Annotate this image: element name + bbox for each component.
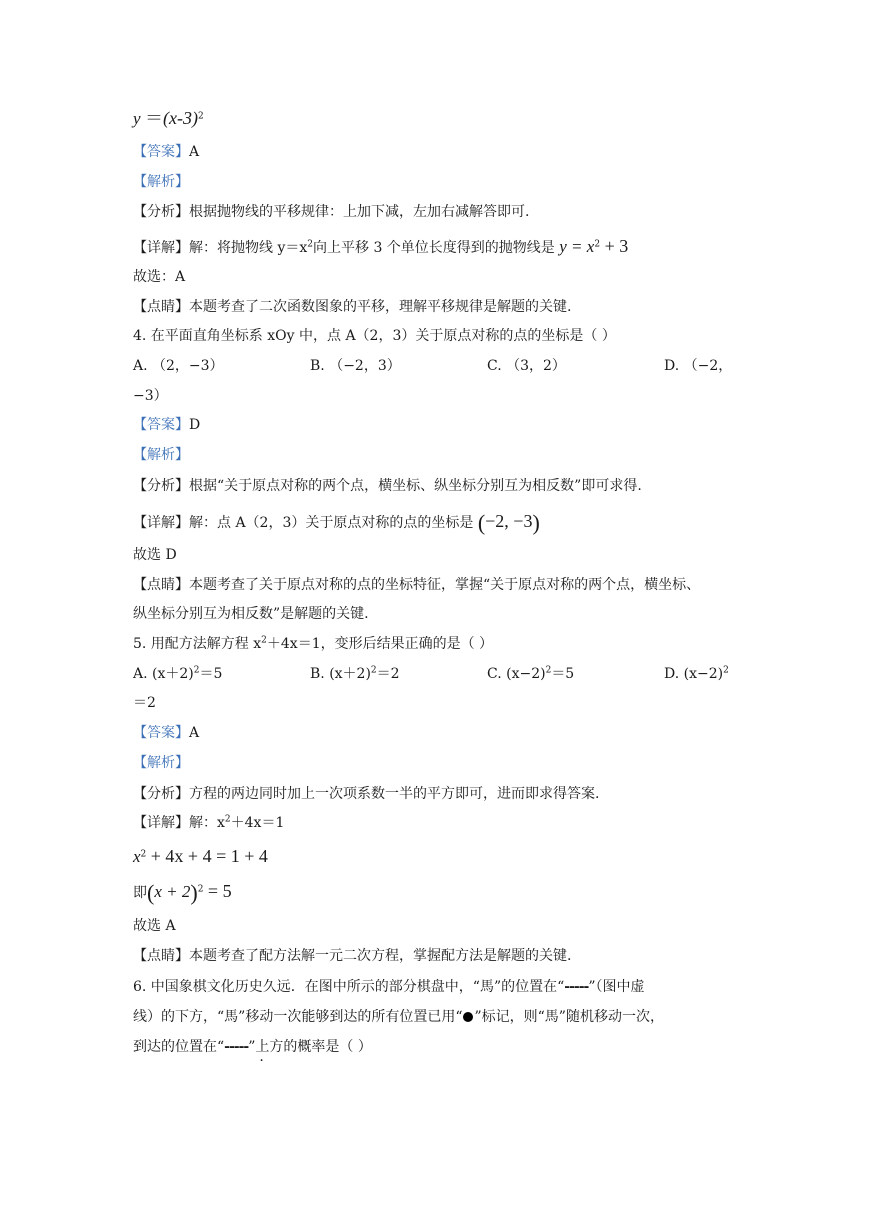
q5-stem: 5. 用配方法解方程 $x^2+4x=1$，变形后结果正确的是（ ）: [133, 635, 494, 652]
q4-option-b: B. （−2，3）: [310, 358, 401, 374]
q5-step-2: 即$(x + 2)^2 = 5$: [133, 880, 232, 905]
q5-option-d-cont: ＝2: [133, 695, 156, 711]
q4-answer: 【答案】D: [133, 417, 201, 433]
q4-analysis-heading: 【解析】: [133, 447, 189, 463]
q4-option-a: A. （2，−3）: [133, 358, 224, 374]
q4-fenxi: 【分析】根据“关于原点对称的两个点，横坐标、纵坐标分别互为相反数”即可求得.: [133, 478, 642, 494]
q5-dianjing: 【点睛】本题考查了配方法解一元二次方程，掌握配方法是解题的关键.: [133, 948, 572, 964]
q5-option-c: C. $(x-2)^2=5$: [487, 665, 575, 682]
q5-option-a: A. $(x+2)^2=5$: [133, 665, 223, 682]
q3-analysis-heading: 【解析】: [133, 174, 189, 190]
top-formula: $y =(x-3)^2$: [133, 108, 204, 128]
emphasis-text: 上方: [255, 1039, 284, 1055]
q4-option-c: C. （3，2）: [487, 358, 566, 374]
q6-line-2: 线）的下方，“馬”移动一次能够到达的所有位置已用“ ”标记，则“馬”随机移动一次，: [133, 1009, 664, 1025]
q5-fenxi: 【分析】方程的两边同时加上一次项系数一半的平方即可，进而即求得答案.: [133, 786, 600, 802]
q3-dianjing: 【点睛】本题考查了二次函数图象的平移，理解平移规律是解题的关键.: [133, 299, 572, 315]
q5-analysis-heading: 【解析】: [133, 755, 189, 771]
q5-answer: 【答案】A: [133, 725, 200, 741]
q5-step-1: $x^2 + 4x + 4 = 1 + 4$: [133, 846, 268, 866]
q4-xiangjie: 【详解】解：点 A（2，3）关于原点对称的点的坐标是 (−2, −3): [133, 510, 540, 535]
q4-option-d-cont: −3）: [133, 388, 168, 404]
q5-guxuan: 故选 A: [133, 918, 176, 934]
q6-line-3: 到达的位置在“-----”上方的概率是（ ）: [133, 1039, 372, 1055]
q4-option-d: D. （−2，: [664, 358, 733, 374]
black-dot-marker: [463, 1012, 473, 1022]
q5-option-b: B. $(x+2)^2=2$: [310, 665, 400, 682]
q3-xiangjie: 【详解】解：将抛物线 $y=x^2$向上平移 3 个单位长度得到的抛物线是 $y = x^2 + 3$: [133, 236, 629, 256]
q4-dianjing-1: 【点睛】本题考查了关于原点对称的点的坐标特征，掌握“关于原点对称的两个点，横坐标、: [133, 577, 701, 593]
q4-guxuan: 故选 D: [133, 547, 177, 563]
q6-line-1: 6. 中国象棋文化历史久远．在图中所示的部分棋盘中，“馬”的位置在“-----”（图中虚: [133, 979, 645, 995]
q4-dianjing-2: 纵坐标分别互为相反数”是解题的关键.: [133, 606, 369, 622]
q3-answer: 【答案】A: [133, 144, 200, 160]
q4-stem: 4. 在平面直角坐标系 xOy 中，点 A（2，3）关于原点对称的点的坐标是（ ）: [133, 328, 616, 344]
q5-xiangjie: 【详解】解：$x^2+4x=1$: [133, 814, 285, 831]
q5-option-d: D. $(x-2)^2$: [664, 665, 729, 682]
q3-guxuan: 故选：A: [133, 269, 186, 285]
q3-fenxi: 【分析】根据抛物线的平移规律：上加下减，左加右减解答即可.: [133, 204, 530, 220]
